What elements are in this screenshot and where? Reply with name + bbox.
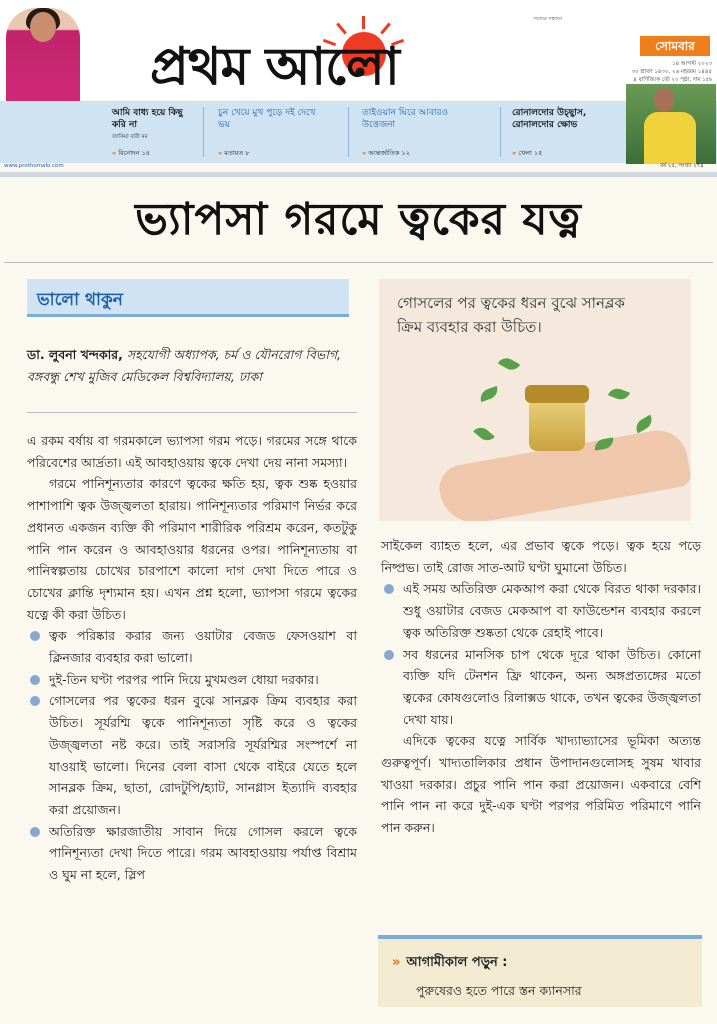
bullet-icon (30, 675, 40, 685)
image-caption: গোসলের পর ত্বকের ধরন বুঝে সানব্লক ক্রিম ব্যবহার করা উচিত। (397, 294, 625, 336)
article-paragraph: গরমে পানিশূন্যতার কারণে ত্বকের ক্ষতি হয়, ত্বক শুষ্ক হওয়ার পাশাপাশি ত্বক উজ্জ্বলতা হারায়। পানিশূন্যতার পরিমাণ নির্ভর করে প্রধানত একজন ব্যক্তি কী পরিমাণ শারীরিক পরিশ্রম করেন, কতটুকু পানি পান করেন ও আবহাওয়ার ধরনের ওপর। পানিশূন্যতায় বা পানিস্বল্পতায় চোখের চারপাশে কালো দাগ দেখা দিতে পারে ও চোখের ক্লান্তি দৃশ্যমান হয়। এখন প্রশ্ন হলো, ভ্যাপসা গরমে ত্বকের যত্নে কী করা উচিত। (27, 476, 357, 622)
masthead (0, 0, 717, 100)
bullet-text: গোসলের পর ত্বকের ধরন বুঝে সানব্লক ক্রিম ব্যবহার করা উচিত। সূর্যরশ্মি ত্বকে পানিশূন্যতা সৃষ্টি করে ও ত্বকের উজ্জ্বলতা নষ্ট করে। তাই সরাসরি সূর্যরশ্মির সংস্পর্শে না যাওয়াই ভালো। দিনের বেলা বাসা থেকে বাইরে যেতে হলে সানব্লক ক্রিম, ছাতা, রোদটুপি/হ্যাট, সানগ্লাস ইত্যাদি ব্যবহার করা প্রয়োজন। (49, 693, 357, 817)
next-day-teaser[interactable] (378, 935, 702, 1007)
date-line-1: ১৪ আগস্ট ২০২৩ (672, 61, 712, 67)
teaser-ref: বিনোদন ১৪ (118, 149, 150, 157)
bullet-item (381, 578, 701, 643)
article-paragraph: এদিকে ত্বকের যত্নে সার্বিক খাদ্যাভ্যাসের ভূমিকা অত্যন্ত গুরুত্বপূর্ণ। খাদ্যতালিকার প্রধান উপাদানগুলোসহ সুষম খাবার খাওয়া দরকার। প্রচুর পানি পান করা প্রয়োজন। একবারে বেশি পানি পান না করে দুই-এক ঘণ্টা পরপর পরিমিত পরিমাণে পানি পান করুন। (381, 733, 701, 836)
teaser-entertainment[interactable] (112, 107, 194, 157)
next-title: পুরুষেরও হতে পারে স্তন ক্যানসার (416, 983, 582, 998)
teaser-sub: জাকিয়া বারী মম (112, 134, 148, 140)
article-headline: ভ্যাপসা গরমে ত্বকের যত্ন (135, 194, 582, 245)
website-url[interactable]: www.prothomalo.com (4, 163, 64, 169)
cream-jar-icon (529, 399, 585, 451)
teaser-opinion[interactable] (218, 107, 318, 157)
cream-lid (525, 385, 589, 403)
bullet-item (27, 625, 357, 668)
divider (27, 412, 357, 413)
divider (4, 262, 713, 263)
bullet-text: দুই-তিন ঘণ্টা পরপর পানি দিয়ে মুখমণ্ডল ধোয়া দরকার। (49, 671, 319, 687)
article-image (379, 279, 691, 521)
bullet-text: এই সময় অতিরিক্ত মেকআপ করা থেকে বিরত থাকা দরকার। শুধু ওয়াটার বেজড মেকআপ বা ফাউন্ডেশন ব্যবহার করলে ত্বক অতিরিক্ত শুষ্কতা থেকে রেহাই পাবে। (403, 581, 701, 640)
teaser-title: চুন খেয়ে মুখ পুড়ে দই দেখে ভয় (218, 108, 316, 130)
bullet-icon (384, 650, 394, 660)
bullet-item (381, 644, 701, 731)
issue-number: বর্ষ ২৫, সংখ্যা ২৭৪ (660, 163, 704, 169)
author-name: ডা. লুবনা খন্দকার, (27, 347, 123, 362)
day-badge: সোমবার (640, 36, 710, 56)
teaser-title: তাইওয়ান ঘিরে আবারও উত্তেজনা (362, 108, 449, 130)
chevron-right-icon: » (512, 149, 517, 157)
bullet-icon (384, 584, 394, 594)
article-paragraph: সাইকেল ব্যাহত হলে, এর প্রভাব ত্বকে পড়ে। ত্বক হয়ে পড়ে নিষ্প্রভ। তাই রোজ সাত-আট ঘণ্টা ঘুমানো উচিত। (381, 538, 701, 575)
article-column-right (381, 535, 701, 839)
author-byline (27, 344, 357, 388)
logo-text: প্রথম আলো (150, 36, 399, 97)
teaser-ref: খেলা ১৫ (518, 149, 543, 157)
bullet-text: ত্বক পরিষ্কার করার জন্য ওয়াটার বেজড ফেসওয়াশ বা ক্লিনজার ব্যবহার করা ভালো। (49, 628, 357, 666)
teaser-international[interactable] (362, 107, 472, 157)
teaser-ref: আন্তর্জাতিক ১২ (368, 149, 410, 157)
chevron-right-icon: » (112, 149, 117, 157)
leaf-icon (473, 424, 495, 445)
teaser-ref: মতামত ৮ (224, 149, 250, 157)
bullet-item (27, 821, 357, 886)
bullet-text: অতিরিক্ত ক্ষারজাতীয় সাবান দিয়ে গোসল করলে ত্বকে পানিশূন্যতা দেখা দিতে পারে। গরম আবহাওয়ায় পর্যাপ্ত বিশ্রাম ও ঘুম না হলে, স্লিপ (49, 823, 357, 883)
chevron-right-icon: » (392, 955, 401, 970)
bullet-text: সব ধরনের মানসিক চাপ থেকে দূরে থাকা উচিত। কোনো ব্যক্তি যদি টেনশন ফ্রি থাকেন, অন্য অঙ্গপ্রত্যঙ্গের মতো ত্বকের কোষগুলোও রিলাক্সড থাকে, তখন ত্বকের উজ্জ্বলতা দেখা যায়। (403, 646, 701, 727)
player-photo (626, 84, 716, 164)
dateline (600, 60, 712, 84)
next-label: আগামীকাল পড়ুন : (406, 955, 508, 970)
bullet-item (27, 690, 357, 820)
bullet-icon (30, 631, 40, 641)
teaser-title: আমি বাধ্য হয়ে কিছু করি না (112, 108, 183, 130)
leaf-icon (608, 386, 630, 402)
teaser-title: রোনালদোর উচ্ছ্বাস, রোনালদোর ক্ষোভ (512, 108, 587, 130)
leaf-icon (498, 355, 520, 374)
bullet-item (27, 669, 357, 691)
section-banner (27, 279, 349, 317)
article-paragraph: এ রকম বর্ষায় বা গরমকালে ভ্যাপসা গরম পড়ে। গরমের সঙ্গে থাকে পরিবেশের আর্দ্রতা। এই আবহাওয়ায় ত্বকে দেখা দেয় নানা সমস্যা। (27, 433, 357, 470)
date-line-2: ৩০ শ্রাবণ ১৪৩০, ২৬ মহররম ১৪৪৫ (631, 69, 712, 75)
section-title: ভালো থাকুন (37, 290, 123, 310)
bullet-icon (30, 827, 40, 837)
chevron-right-icon: » (218, 149, 223, 157)
leaf-icon (478, 386, 500, 402)
chevron-right-icon: » (362, 149, 367, 157)
teaser-sports[interactable] (512, 107, 624, 157)
author-description: সহযোগী অধ্যাপক, চর্ম ও যৌনরোগ বিভাগ, বঙ্গবন্ধু শেখ মুজিব মেডিকেল বিশ্ববিদ্যালয়, ঢাকা (27, 347, 342, 384)
teaser-strip (0, 101, 717, 163)
logo-tagline: সত্যের সন্ধানে (533, 16, 562, 22)
date-line-3: ৪ বাণিজ্যিক তৌ ২০ পৃষ্ঠা, দাম ১৫৳ (633, 77, 712, 83)
newspaper-logo[interactable] (150, 16, 562, 97)
divider (0, 172, 717, 177)
article-column-left (27, 430, 357, 886)
bullet-icon (30, 696, 40, 706)
